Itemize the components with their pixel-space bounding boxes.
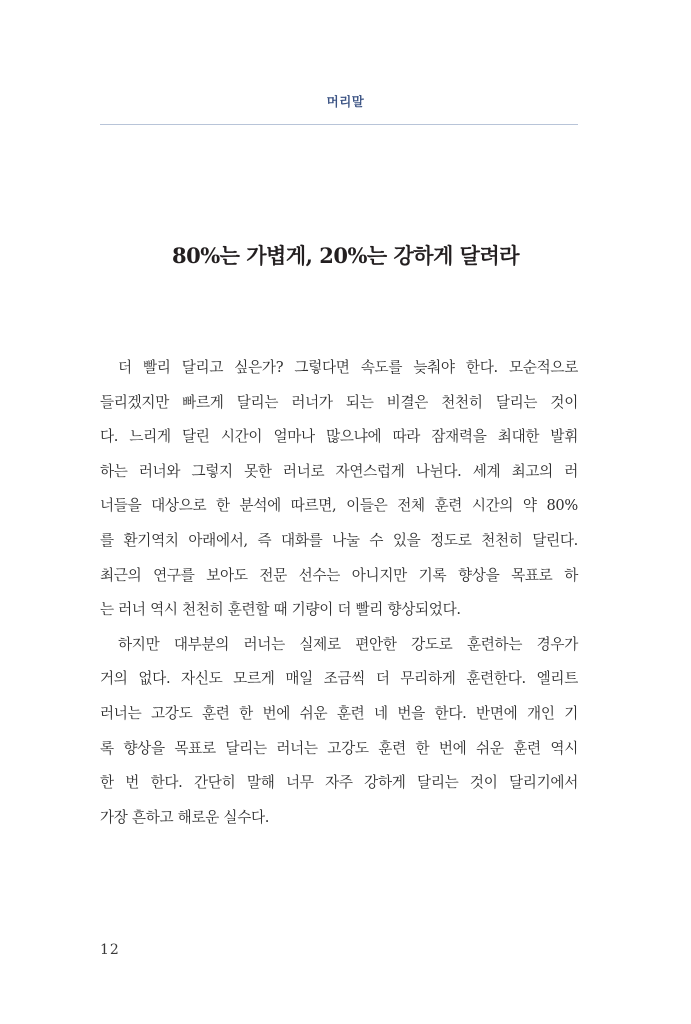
text-line: 다. 느리게 달린 시간이 얼마나 많으냐에 따라 잠재력을 최대한 발휘 (100, 428, 578, 446)
text-line: 는 러너 역시 천천히 훈련할 때 기량이 더 빨리 향상되었다. (100, 601, 461, 619)
text-line: 들리겠지만 빠르게 달리는 러너가 되는 비결은 천천히 달리는 것이 (100, 393, 578, 411)
text-line: 너들을 대상으로 한 분석에 따르면, 이들은 전체 훈련 시간의 약 80% (100, 497, 578, 515)
text-line: 하지만 대부분의 러너는 실제로 편안한 강도로 훈련하는 경우가 (118, 635, 578, 653)
running-header-title: 머리말 (326, 94, 365, 109)
text-line: 더 빨리 달리고 싶은가? 그렇다면 속도를 늦춰야 한다. 모순적으로 (118, 359, 578, 376)
text-line: 거의 없다. 자신도 모르게 매일 조금씩 더 무리하게 훈련한다. 엘리트 (100, 670, 578, 688)
text-line: 록 향상을 목표로 달리는 러너는 고강도 훈련 한 번에 쉬운 훈련 역시 (100, 739, 578, 757)
text-line: 한 번 한다. 간단히 말해 너무 자주 강하게 달리는 것이 달리기에서 (100, 774, 578, 792)
chapter-title: 80%는 가볍게, 20%는 강하게 달려라 (171, 243, 520, 268)
paragraph-2 (100, 632, 578, 840)
body-text (100, 355, 578, 839)
text-line: 가장 흔하고 해로운 실수다. (100, 808, 270, 826)
paragraph-1 (100, 355, 578, 632)
header-divider (100, 124, 578, 125)
text-line: 를 환기역치 아래에서, 즉 대화를 나눌 수 있을 정도로 천천히 달린다. (100, 531, 578, 549)
text-line: 러너는 고강도 훈련 한 번에 쉬운 훈련 네 번을 한다. 반면에 개인 기 (100, 704, 578, 722)
page-number: 12 (100, 942, 120, 958)
text-line: 하는 러너와 그렇지 못한 러너로 자연스럽게 나뉜다. 세계 최고의 러 (100, 462, 578, 480)
text-line: 최근의 연구를 보아도 전문 선수는 아니지만 기록 향상을 목표로 하 (100, 566, 578, 584)
